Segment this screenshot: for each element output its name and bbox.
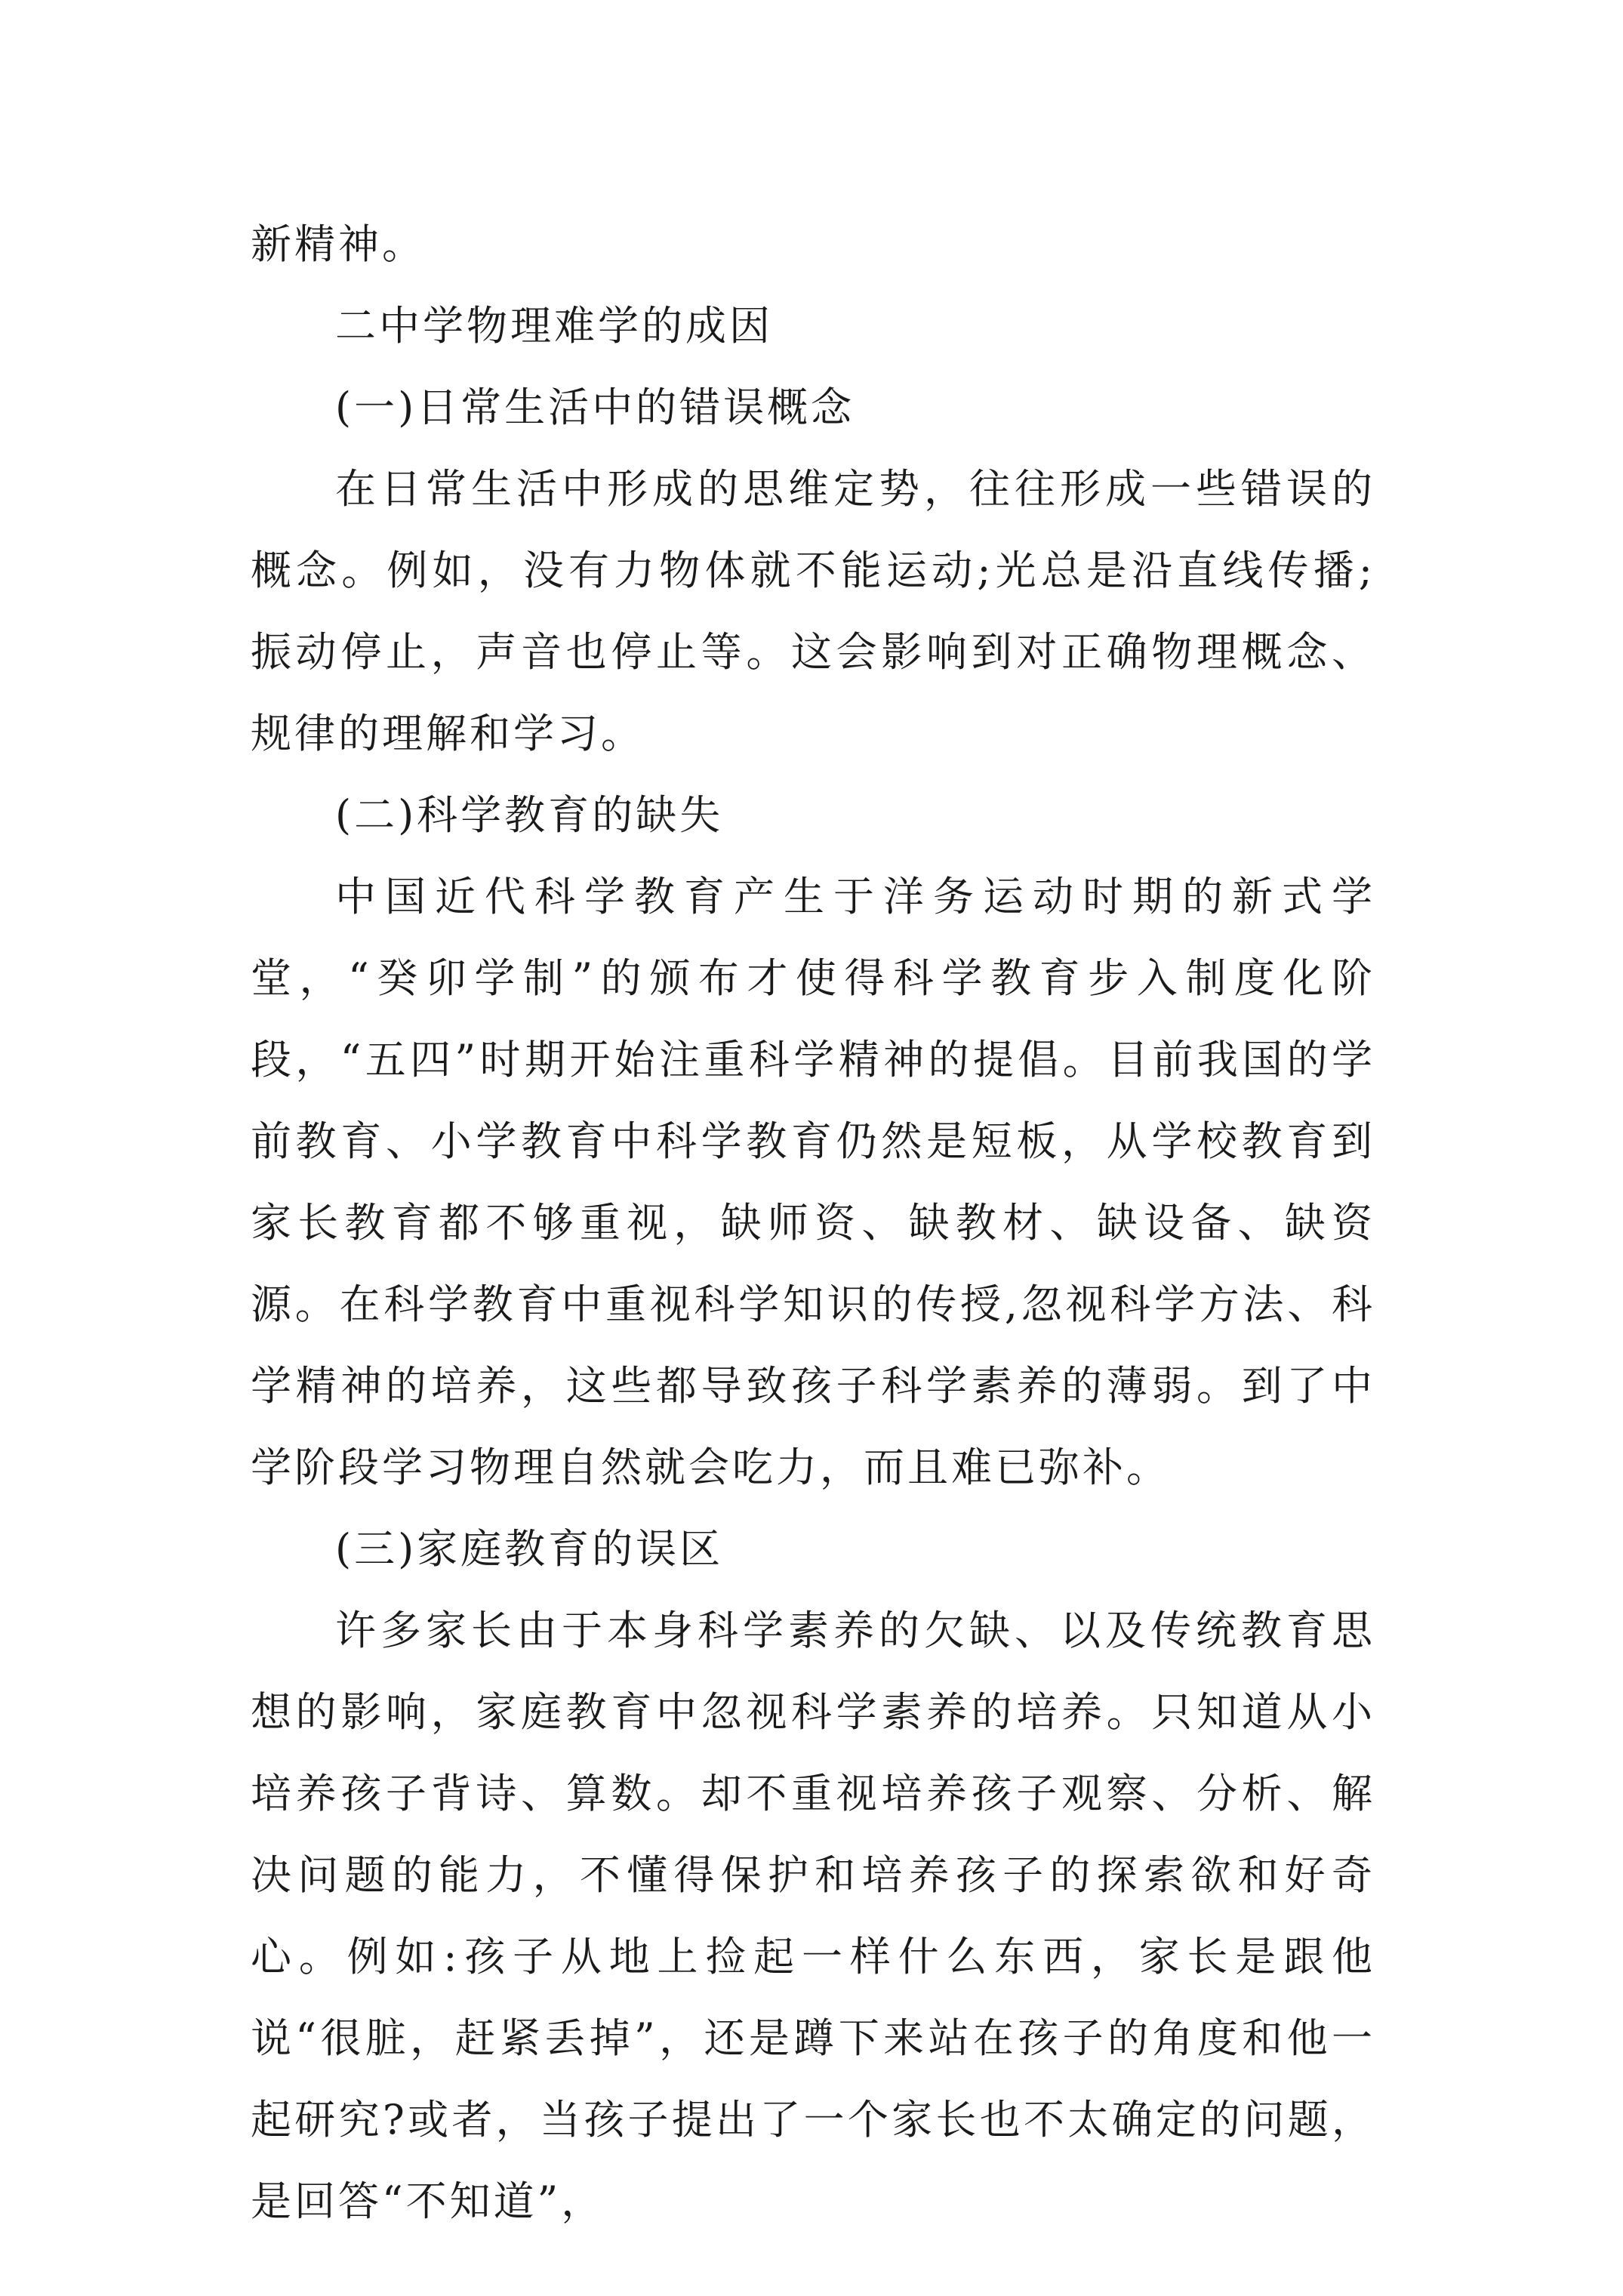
subsection-heading-2: (二)科学教育的缺失 [335, 791, 724, 839]
paragraph-family-education: 许多家长由于本身科学素养的欠缺、以及传统教育思想的影响，家庭教育中忽视科学素养的培养。只知道从小培养孩子背诗、算数。却不重视培养孩子观察、分析、解决问题的能力，不懂得保护和培养孩子的探索欲和好奇心。例如:孩子从地上捡起一样什么东西，家长是跟他说“很脏，赶紧丢掉”，还是蹲下来站在孩子的角度和他一起研究?或者，当孩子提出了一个家长也不太确定的问题，是回答“不知道”， [251, 1607, 1375, 2225]
subsection-heading-3: (三)家庭教育的误区 [335, 1525, 724, 1573]
paragraph-science-education: 中国近代科学教育产生于洋务运动时期的新式学堂，“癸卯学制”的颁布才使得科学教育步入制度化阶段，“五四”时期开始注重科学精神的提倡。目前我国的学前教育、小学教育中科学教育仍然是短板，从学校教育到家长教育都不够重视，缺师资、缺教材、缺设备、缺资源。在科学教育中重视科学知识的传授,忽视科学方法、科学精神的培养，这些都导致孩子科学素养的薄弱。到了中学阶段学习物理自然就会吃力，而且难已弥补。 [251, 873, 1375, 1491]
paragraph-misconceptions: 在日常生活中形成的思维定势，往往形成一些错误的概念。例如，没有力物体就不能运动;光总是沿直线传播;振动停止，声音也停止等。这会影响到对正确物理概念、规律的理解和学习。 [251, 465, 1375, 757]
subsection-heading-1: (一)日常生活中的错误概念 [335, 384, 855, 431]
section-heading-2: 二中学物理难学的成因 [335, 302, 773, 350]
paragraph-continuation: 新精神。 [251, 220, 426, 268]
document-body [251, 204, 1375, 2242]
